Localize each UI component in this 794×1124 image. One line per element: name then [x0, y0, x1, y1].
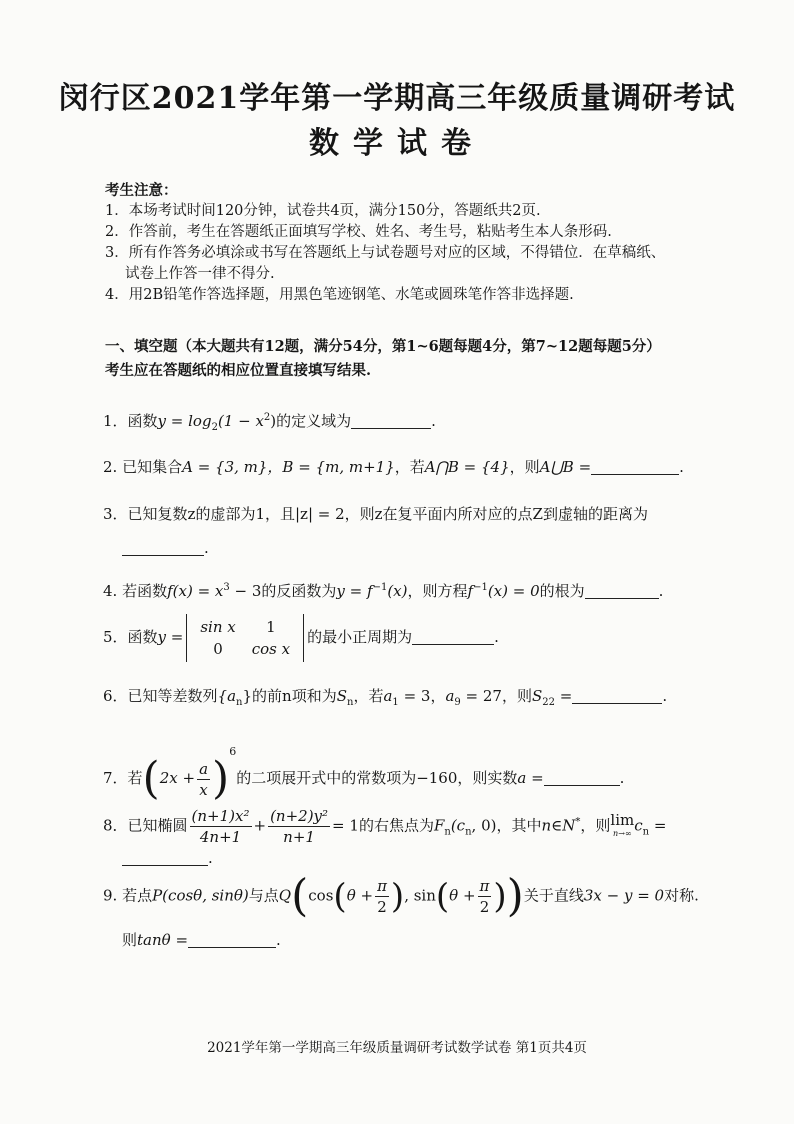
section-heading-block	[105, 335, 705, 383]
question-5: 5．函数y = sin x 1 0 cos x 的最小正周期为 .	[103, 614, 713, 662]
notice-block	[105, 180, 745, 306]
exam-title: 闵行区2021学年第一学期高三年级质量调研考试	[58, 81, 736, 116]
question-6: 6．已知等差数列$\{a_n\}$的前n项和为$S_n$，若$a_1 = 3$，$a_9 = 27$，则$S_{22}$ = .	[103, 687, 668, 708]
question-3-answer: .	[122, 536, 732, 560]
fraction: $\frac{\text{(n+2)y²}}{n+1}$	[270, 807, 329, 846]
question-9-answer: 则tanθ = .	[122, 931, 281, 949]
answer-blank[interactable]	[591, 458, 679, 475]
answer-blank[interactable]	[412, 628, 494, 645]
answer-blank[interactable]	[585, 582, 659, 599]
question-7: 7．若(2x + $\frac{a}{x}$ )$^6$的二项展开式中的常数项为−160，则实数a = .	[103, 745, 625, 804]
notice-item: 3．所有作答务必填涂或书写在答题纸上与试卷题号对应的区域，不得错位．在草稿纸、	[105, 245, 666, 261]
question-8: 8．已知椭圆 $\frac{\text{(n+1)x²}}{4n+1}$ + $\frac{\text{(n+2)y²}}{n+1}$ = 1的右焦点为$F_n(c_n$, 0)，其中n∈N*，则 lim n→∞ $c_n$ =	[103, 807, 667, 846]
question-3: 3．已知复数z的虚部为1，且|z| = 2，则z在复平面内所对应的点Z到虚轴的距离为	[103, 505, 648, 523]
question-2: 2. 已知集合A = {3, m}，B = {m, m+1}，若A⋂B = {4}，则A⋃B = .	[103, 458, 684, 476]
answer-blank[interactable]	[572, 687, 662, 704]
fraction: $\frac{\pi}{2}$	[479, 877, 490, 916]
fraction: $\frac{\text{(n+1)x²}}{4n+1}$	[191, 807, 250, 846]
section-heading: 一、填空题（本大题共有12题，满分54分，第1~6题每题4分，第7~12题每题5分）	[105, 338, 661, 355]
page-footer: 2021学年第一学期高三年级质量调研考试数学试卷 第1页共4页	[207, 1040, 587, 1056]
fraction: $\frac{a}{x}$	[199, 759, 209, 799]
determinant: sin x 1 0 cos x	[186, 614, 304, 662]
limit: lim n→∞	[610, 810, 635, 838]
notice-item: 1．本场考试时间120分钟，试卷共4页，满分150分，答题纸共2页.	[105, 203, 541, 219]
answer-blank[interactable]	[122, 849, 208, 866]
notice-item: 4．用2B铅笔作答选择题，用黑色笔迹钢笔、水笔或圆珠笔作答非选择题.	[105, 287, 574, 303]
section-instruction: 考生应在答题纸的相应位置直接填写结果.	[105, 362, 372, 379]
answer-blank[interactable]	[122, 539, 204, 556]
fraction: $\frac{\pi}{2}$	[377, 877, 387, 916]
question-1: 1．函数$y = \log_2(1 - x^2)$的定义域为 .	[103, 412, 436, 433]
exam-subtitle: 数学试卷	[309, 126, 485, 161]
answer-blank[interactable]	[544, 769, 620, 786]
question-8-answer: .	[122, 846, 732, 870]
question-9: 9. 若点P(cosθ, sinθ)与点Q(cos(θ + $\frac{\pi}{2}$ ), sin(θ + $\frac{\pi}{2}$ ))关于直线3x − y = 0对称.	[103, 870, 699, 922]
answer-blank[interactable]	[351, 412, 431, 429]
notice-heading: 考生注意：	[105, 182, 178, 199]
notice-item: 试卷上作答一律不得分.	[125, 266, 275, 282]
question-4: 4. 若函数$f(x) = x^3 - 3$的反函数为$y = f^{-1}(x)$，则方程$f^{-1}(x) = 0$的根为 .	[103, 582, 664, 600]
answer-blank[interactable]	[188, 931, 276, 948]
notice-item: 2．作答前，考生在答题纸正面填写学校、姓名、考生号，粘贴考生本人条形码.	[105, 224, 612, 240]
